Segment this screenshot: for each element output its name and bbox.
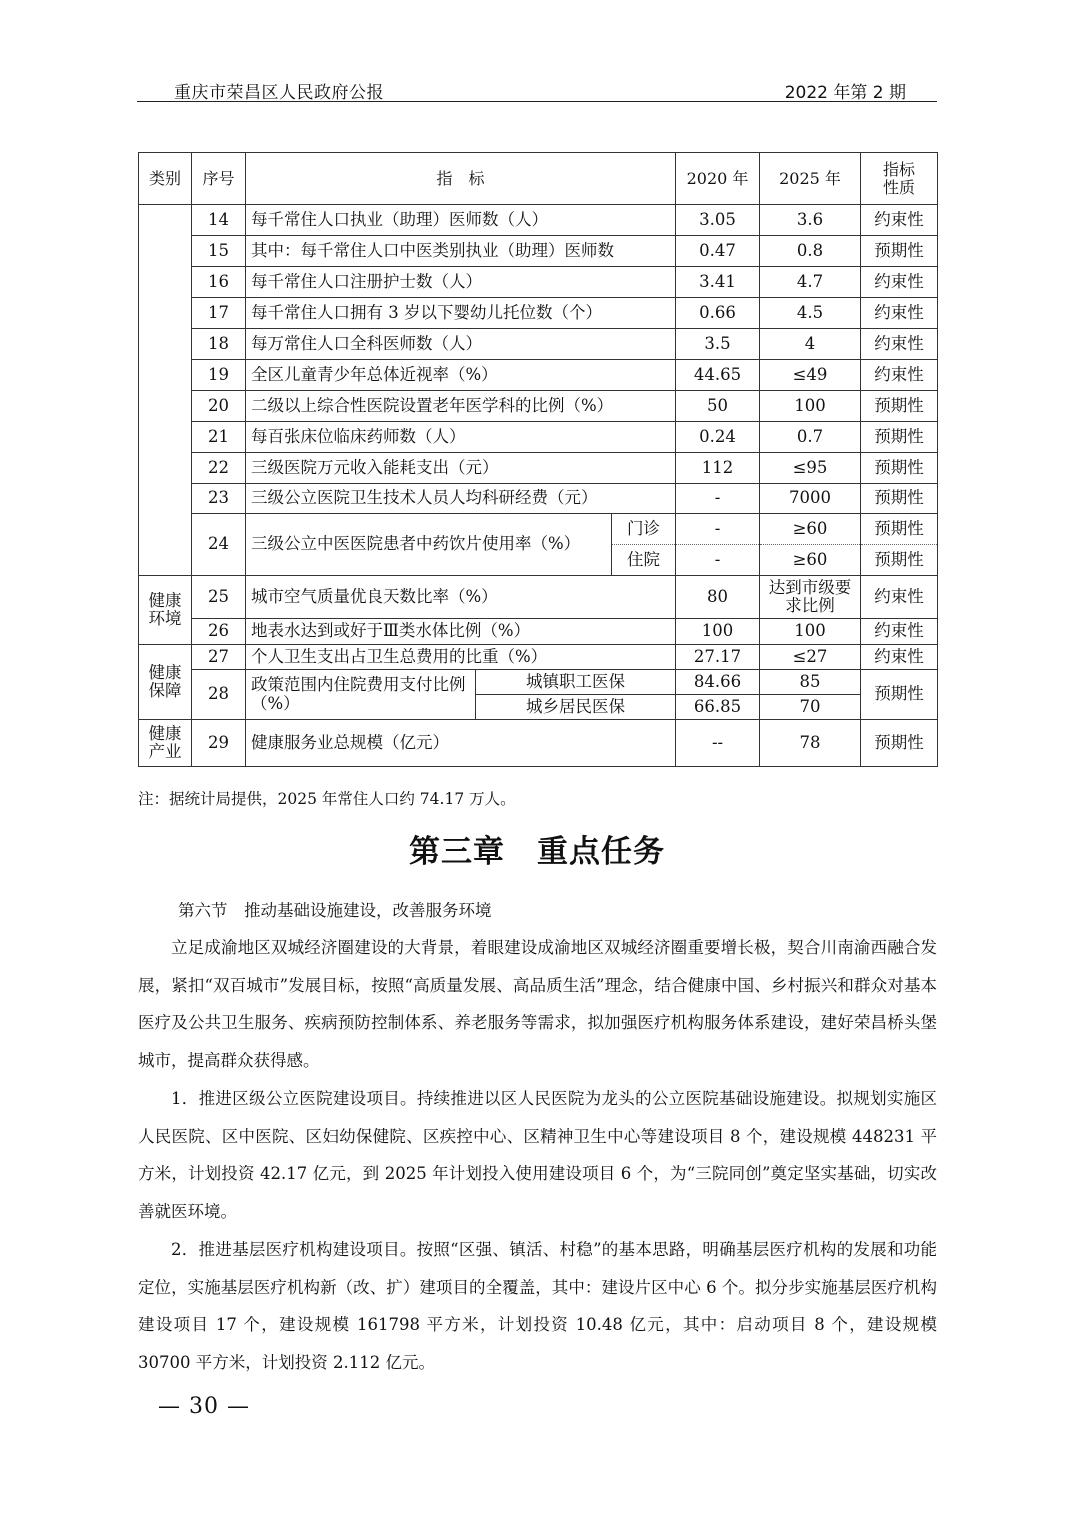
table-row — [139, 329, 938, 360]
value-2020: - — [676, 484, 760, 514]
value-2025: 0.8 — [760, 236, 861, 267]
value-2025: 7000 — [760, 484, 861, 514]
indicator-nature: 预期性 — [861, 422, 938, 453]
value-2020: 66.85 — [676, 695, 760, 720]
row-number: 19 — [192, 360, 246, 391]
indicator-nature: 约束性 — [861, 329, 938, 360]
table-row — [139, 619, 938, 645]
indicator-name: 每千常住人口注册护士数（人） — [246, 267, 676, 298]
table-row — [139, 645, 938, 670]
indicator-nature: 预期性 — [861, 236, 938, 267]
row-number: 25 — [192, 576, 246, 619]
indicator-table — [138, 152, 938, 767]
table-row — [139, 720, 938, 767]
header-indicator: 指 标 — [246, 153, 676, 205]
value-2025: ≥60 — [760, 545, 861, 576]
value-2025: 78 — [760, 720, 861, 767]
paragraph-item-2: 2．推进基层医疗机构建设项目。按照“区强、镇活、村稳”的基本思路，明确基层医疗机构的发展和功能定位，实施基层医疗机构新（改、扩）建项目的全覆盖，其中：建设片区中心 6 个。拟分步实施基层医疗机构建设项目 17 个，建设规模 161798 平方米，计划投资 10.48 亿元，其中：启动项目 8 个，建设规模 30700 平方米，计划投资 2.112 亿元。 — [138, 1240, 937, 1372]
category-cell: 健康 环境 — [139, 576, 192, 645]
indicator-name: 城市空气质量优良天数比率（%） — [246, 576, 676, 619]
table-row — [139, 267, 938, 298]
value-2025: 100 — [760, 619, 861, 645]
row-number: 26 — [192, 619, 246, 645]
row-number: 29 — [192, 720, 246, 767]
indicator-name: 二级以上综合性医院设置老年医学科的比例（%） — [246, 391, 676, 422]
indicator-nature: 预期性 — [861, 670, 938, 720]
indicator-name: 健康服务业总规模（亿元） — [246, 720, 676, 767]
indicator-nature: 预期性 — [861, 391, 938, 422]
indicator-name: 政策范围内住院费用支付比例（%） — [246, 670, 476, 720]
value-2020: 80 — [676, 576, 760, 619]
table-row — [139, 576, 938, 619]
issue-number: 2022 年第 2 期 — [784, 83, 906, 103]
value-2025: 70 — [760, 695, 861, 720]
value-2025: ≤27 — [760, 645, 861, 670]
sub-label: 住院 — [612, 545, 676, 576]
indicator-nature: 预期性 — [861, 514, 938, 545]
value-2025: ≤49 — [760, 360, 861, 391]
paragraph-intro: 立足成渝地区双城经济圈建设的大背景，着眼建设成渝地区双城经济圈重要增长极，契合川南渝西融合发展，紧扣“双百城市”发展目标，按照“高质量发展、高品质生活”理念，结合健康中国、乡村振兴和群众对基本医疗及公共卫生服务、疾病预防控制体系、养老服务等需求，拟加强医疗机构服务体系建设，建好荣昌桥头堡城市，提高群众获得感。 — [138, 938, 937, 1070]
indicator-name: 其中：每千常住人口中医类别执业（助理）医师数 — [246, 236, 676, 267]
table-row — [139, 205, 938, 236]
table-row — [139, 360, 938, 391]
value-2020: 3.05 — [676, 205, 760, 236]
value-2020: 84.66 — [676, 670, 760, 695]
value-2025: 达到市级要 求比例 — [760, 576, 861, 619]
sub-label: 门诊 — [612, 514, 676, 545]
category-cell — [139, 205, 192, 576]
value-2025: ≤95 — [760, 453, 861, 484]
table-row — [139, 391, 938, 422]
value-2025: 4.5 — [760, 298, 861, 329]
header-divider — [137, 101, 937, 102]
value-2020: 27.17 — [676, 645, 760, 670]
header-seq: 序号 — [192, 153, 246, 205]
indicator-nature: 约束性 — [861, 298, 938, 329]
row-number: 24 — [192, 514, 246, 576]
table-row — [139, 484, 938, 514]
indicator-nature: 约束性 — [861, 267, 938, 298]
value-2020: 100 — [676, 619, 760, 645]
category-cell: 健康 产业 — [139, 720, 192, 767]
bulletin-title: 重庆市荣昌区人民政府公报 — [174, 83, 384, 103]
value-2020: 0.24 — [676, 422, 760, 453]
indicator-nature: 预期性 — [861, 720, 938, 767]
row-number: 16 — [192, 267, 246, 298]
row-number: 15 — [192, 236, 246, 267]
indicator-name: 三级医院万元收入能耗支出（元） — [246, 453, 676, 484]
indicator-nature: 约束性 — [861, 205, 938, 236]
table-row — [139, 298, 938, 329]
page-number: — 30 — — [158, 1394, 250, 1419]
value-2020: 50 — [676, 391, 760, 422]
table-row — [139, 422, 938, 453]
indicator-name: 每百张床位临床药师数（人） — [246, 422, 676, 453]
indicator-name: 三级公立医院卫生技术人员人均科研经费（元） — [246, 484, 676, 514]
header-category: 类别 — [139, 153, 192, 205]
indicator-nature: 约束性 — [861, 360, 938, 391]
indicator-nature: 约束性 — [861, 645, 938, 670]
value-2020: 3.41 — [676, 267, 760, 298]
row-number: 21 — [192, 422, 246, 453]
indicator-name: 每万常住人口全科医师数（人） — [246, 329, 676, 360]
value-2020: - — [676, 545, 760, 576]
indicator-nature: 预期性 — [861, 484, 938, 514]
row-number: 14 — [192, 205, 246, 236]
paragraph-item-1: 1．推进区级公立医院建设项目。持续推进以区人民医院为龙头的公立医院基础设施建设。拟规划实施区人民医院、区中医院、区妇幼保健院、区疾控中心、区精神卫生中心等建设项目 8 个，建设规模 448231 平方米，计划投资 42.17 亿元，到 2025 年计划投入使用建设项目 6 个，为“三院同创”奠定坚实基础，切实改善就医环境。 — [138, 1089, 937, 1221]
value-2025: ≥60 — [760, 514, 861, 545]
value-2025: 4.7 — [760, 267, 861, 298]
chapter-title: 第三章 重点任务 — [409, 834, 665, 870]
row-number: 23 — [192, 484, 246, 514]
indicator-name: 三级公立中医医院患者中药饮片使用率（%） — [246, 514, 612, 576]
header-2025: 2025 年 — [760, 153, 861, 205]
value-2020: -- — [676, 720, 760, 767]
indicator-name: 每千常住人口执业（助理）医师数（人） — [246, 205, 676, 236]
table-row — [139, 514, 938, 545]
indicator-name: 全区儿童青少年总体近视率（%） — [246, 360, 676, 391]
header-nature: 指标 性质 — [861, 153, 938, 205]
row-number: 27 — [192, 645, 246, 670]
indicator-nature: 约束性 — [861, 576, 938, 619]
sub-label: 城乡居民医保 — [476, 695, 676, 720]
value-2020: 112 — [676, 453, 760, 484]
indicator-nature: 预期性 — [861, 545, 938, 576]
category-cell: 健康 保障 — [139, 645, 192, 720]
table-row — [139, 236, 938, 267]
sub-label: 城镇职工医保 — [476, 670, 676, 695]
row-number: 20 — [192, 391, 246, 422]
indicator-name: 个人卫生支出占卫生总费用的比重（%） — [246, 645, 676, 670]
row-number: 17 — [192, 298, 246, 329]
indicator-name: 地表水达到或好于Ⅲ类水体比例（%） — [246, 619, 676, 645]
table-row — [139, 453, 938, 484]
table-header-row — [139, 153, 938, 205]
table-note: 注：据统计局提供，2025 年常住人口约 74.17 万人。 — [138, 790, 516, 808]
value-2020: 0.66 — [676, 298, 760, 329]
value-2020: 0.47 — [676, 236, 760, 267]
value-2025: 0.7 — [760, 422, 861, 453]
value-2020: - — [676, 514, 760, 545]
row-number: 18 — [192, 329, 246, 360]
indicator-name: 每千常住人口拥有 3 岁以下婴幼儿托位数（个） — [246, 298, 676, 329]
indicator-nature: 预期性 — [861, 453, 938, 484]
indicator-table-body — [139, 153, 938, 767]
value-2020: 3.5 — [676, 329, 760, 360]
section-title: 第六节 推动基础设施建设，改善服务环境 — [178, 901, 492, 920]
value-2020: 44.65 — [676, 360, 760, 391]
indicator-nature: 约束性 — [861, 619, 938, 645]
value-2025: 85 — [760, 670, 861, 695]
value-2025: 100 — [760, 391, 861, 422]
table-row — [139, 670, 938, 695]
value-2025: 4 — [760, 329, 861, 360]
row-number: 22 — [192, 453, 246, 484]
value-2025: 3.6 — [760, 205, 861, 236]
row-number: 28 — [192, 670, 246, 720]
header-2020: 2020 年 — [676, 153, 760, 205]
